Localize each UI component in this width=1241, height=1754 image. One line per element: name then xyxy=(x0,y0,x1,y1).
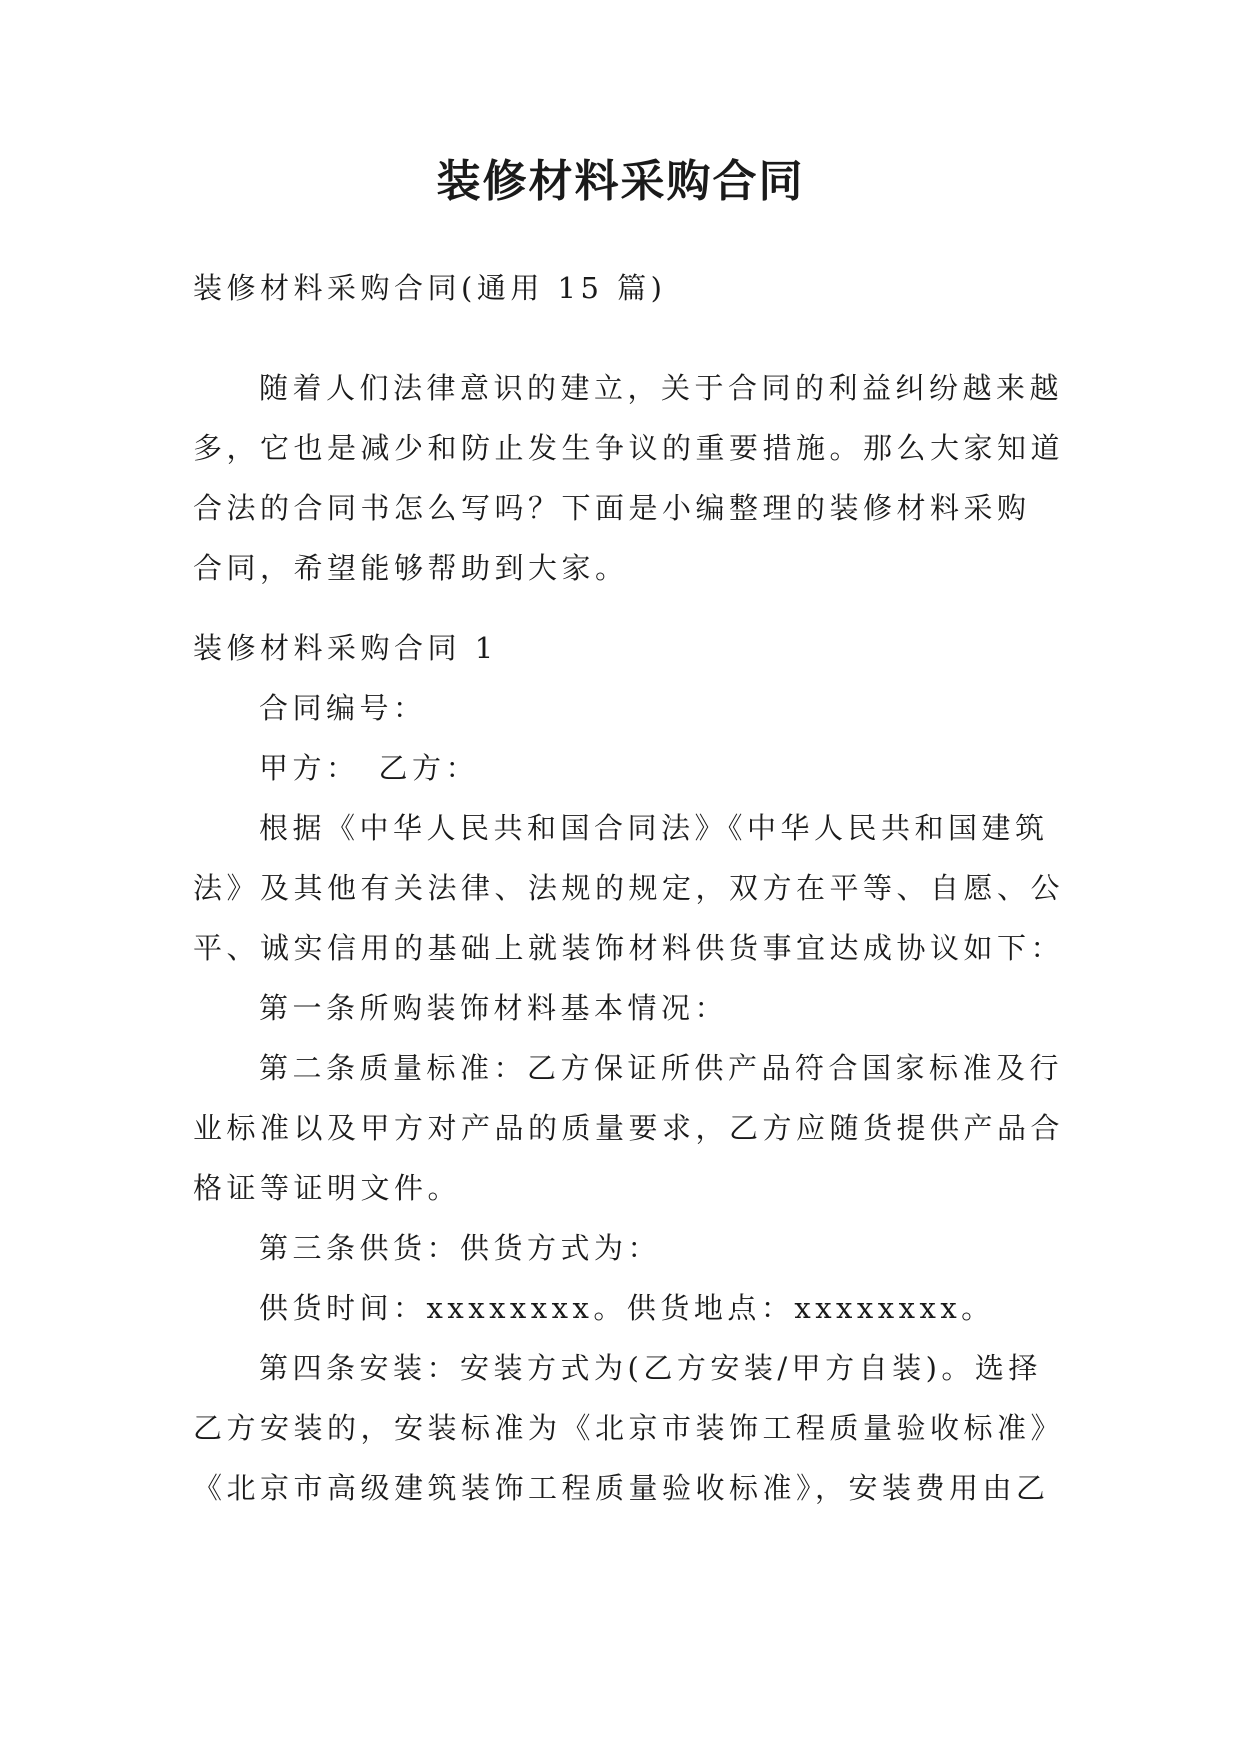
supply-time-line: 供货时间：xxxxxxxx。供货地点：xxxxxxxx。 xyxy=(259,1291,995,1325)
document-subtitle-block xyxy=(193,258,1063,318)
contract-line: 乙方安装的，安装标准为《北京市装饰工程质量验收标准》 xyxy=(193,1411,1065,1445)
contract-line: 法》及其他有关法律、法规的规定，双方在平等、自愿、公 xyxy=(193,871,1065,905)
article-4-line: 第四条安装：安装方式为(乙方安装/甲方自装)。选择 xyxy=(259,1351,1042,1385)
intro-paragraph xyxy=(193,358,1063,598)
contract-line: 业标准以及甲方对产品的质量要求，乙方应随货提供产品合 xyxy=(193,1111,1065,1145)
article-3-line: 第三条供货：供货方式为： xyxy=(259,1231,662,1265)
intro-line: 合同，希望能够帮助到大家。 xyxy=(193,551,629,585)
contract-section xyxy=(193,618,1063,1518)
intro-line: 多，它也是减少和防止发生争议的重要措施。那么大家知道 xyxy=(193,431,1065,465)
contract-number-line: 合同编号： xyxy=(259,691,427,725)
intro-line: 随着人们法律意识的建立，关于合同的利益纠纷越来越 xyxy=(259,371,1064,405)
contract-line: 《北京市高级建筑装饰工程质量验收标准》，安装费用由乙 xyxy=(193,1471,1050,1505)
contract-line: 格证等证明文件。 xyxy=(193,1171,462,1205)
parties-line: 甲方： 乙方： xyxy=(259,751,480,785)
contract-line: 平、诚实信用的基础上就装饰材料供货事宜达成协议如下： xyxy=(193,931,1065,965)
contract-line: 根据《中华人民共和国合同法》《中华人民共和国建筑 xyxy=(259,811,1049,845)
intro-line: 合法的合同书怎么写吗？下面是小编整理的装修材料采购 xyxy=(193,491,1031,525)
article-1-line: 第一条所购装饰材料基本情况： xyxy=(259,991,729,1025)
article-2-line: 第二条质量标准：乙方保证所供产品符合国家标准及行 xyxy=(259,1051,1064,1085)
document-title: 装修材料采购合同 xyxy=(436,156,805,207)
section-heading: 装修材料采购合同 1 xyxy=(193,631,498,665)
document-subtitle: 装修材料采购合同(通用 15 篇) xyxy=(193,271,667,305)
